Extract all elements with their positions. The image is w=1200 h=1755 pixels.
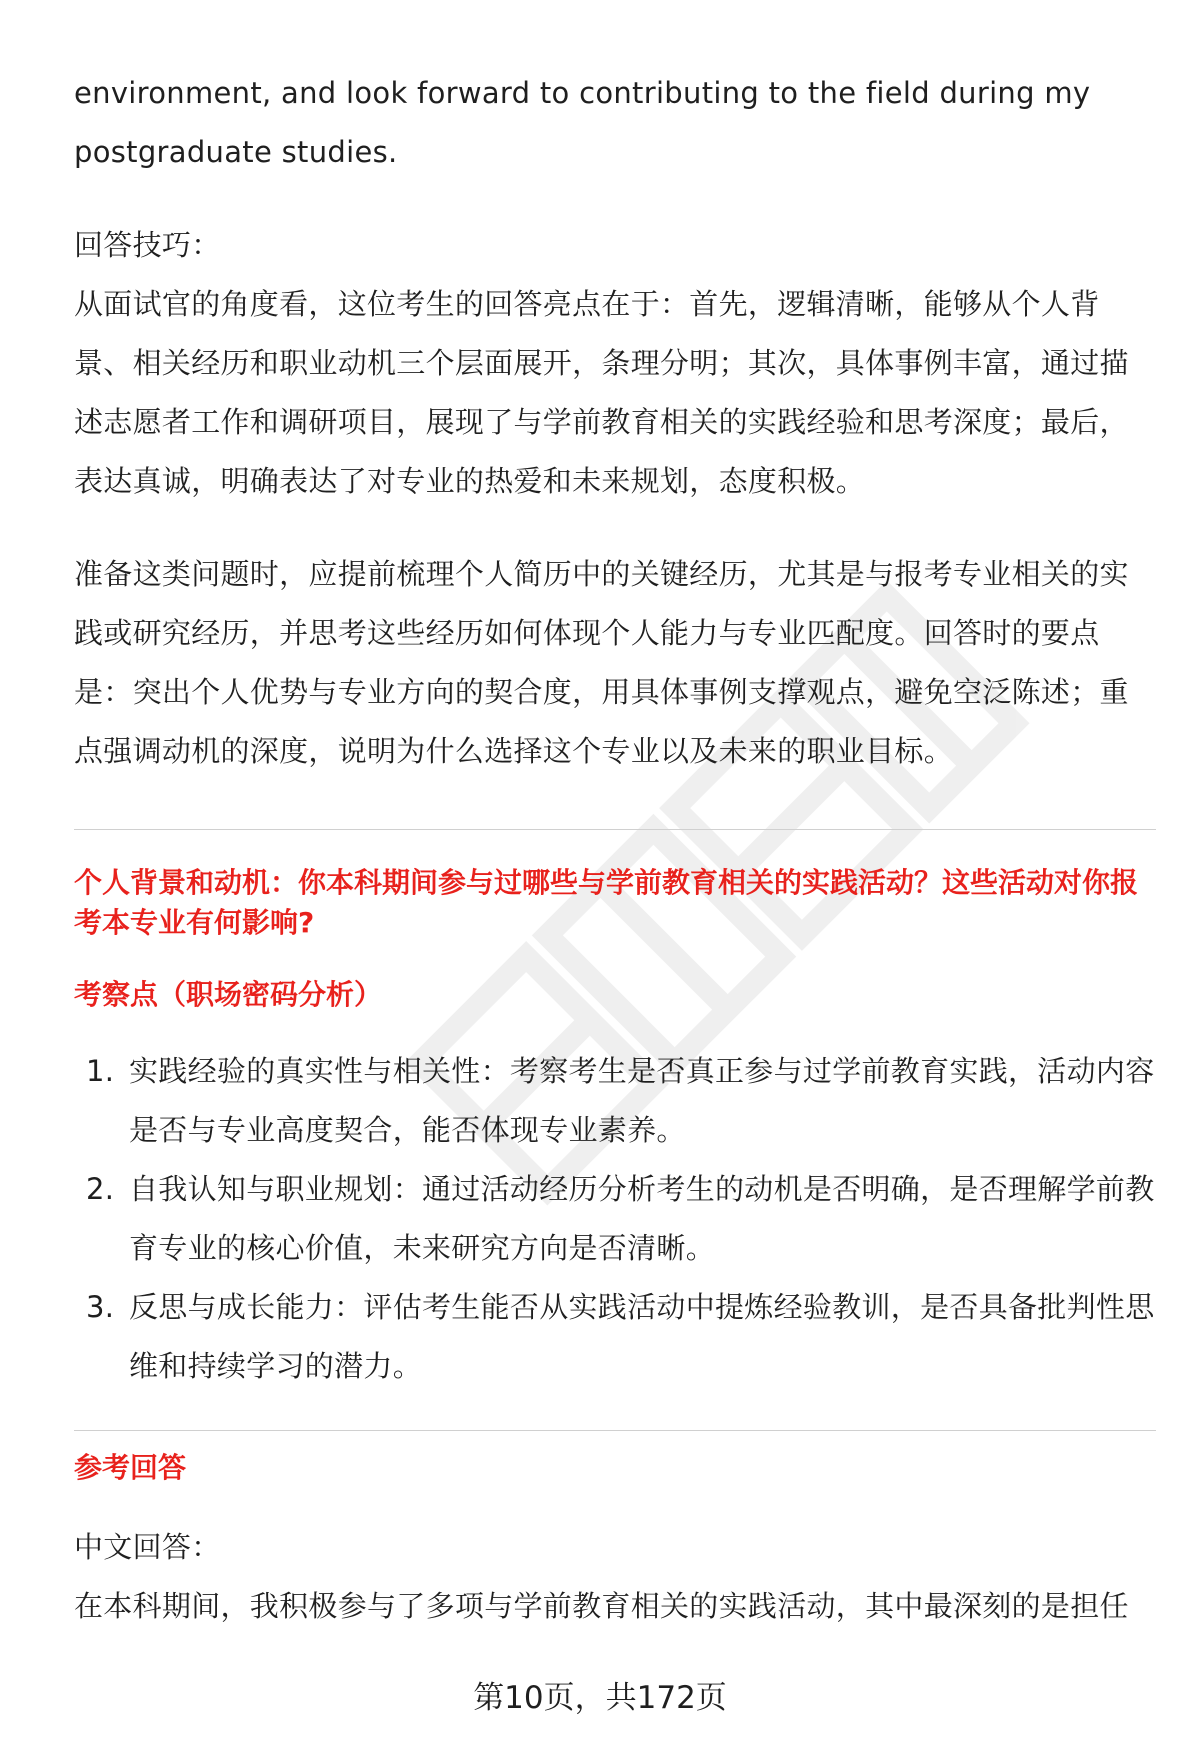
chinese-answer-text: 在本科期间，我积极参与了多项与学前教育相关的实践活动，其中最深刻的是担任 <box>74 1589 1129 1623</box>
section-divider <box>74 829 1156 830</box>
list-item-text: 自我认知与职业规划：通过活动经历分析考生的动机是否明确，是否理解学前教育专业的核心价值，未来研究方向是否清晰。 <box>129 1172 1155 1265</box>
list-item-number: 2. <box>86 1172 115 1206</box>
section-divider <box>74 1430 1156 1431</box>
list-item-number: 3. <box>86 1290 115 1324</box>
question-heading: 个人背景和动机：你本科期间参与过哪些与学前教育相关的实践活动？这些活动对你报考本专业有何影响? <box>74 866 1139 939</box>
assessment-heading: 考察点（职场密码分析） <box>74 978 383 1011</box>
page-footer: 第10页，共172页 <box>473 1680 727 1716</box>
intro-english-paragraph: environment, and look forward to contributing to the field during my postgraduate studies. <box>74 76 1091 169</box>
chinese-answer-label: 中文回答： <box>74 1530 221 1564</box>
list-item-number: 1. <box>86 1054 115 1088</box>
list-item <box>74 1160 1156 1278</box>
answer-tips-preparation: 准备这类问题时，应提前梳理个人简历中的关键经历，尤其是与报考专业相关的实践或研究经历，并思考这些经历如何体现个人能力与专业匹配度。回答时的要点是：突出个人优势与专业方向的契合度，用具体事例支撑观点，避免空泛陈述；重点强调动机的深度，说明为什么选择这个专业以及未来的职业目标。 <box>74 557 1129 768</box>
list-item-text: 反思与成长能力：评估考生能否从实践活动中提炼经验教训，是否具备批判性思维和持续学习的潜力。 <box>129 1290 1155 1383</box>
reference-heading: 参考回答 <box>74 1451 187 1484</box>
assessment-list <box>74 1042 1156 1396</box>
answer-tips-label: 回答技巧： <box>74 228 221 262</box>
answer-tips-analysis: 从面试官的角度看，这位考生的回答亮点在于：首先，逻辑清晰，能够从个人背景、相关经历和职业动机三个层面展开，条理分明；其次，具体事例丰富，通过描述志愿者工作和调研项目，展现了与学前教育相关的实践经验和思考深度；最后，表达真诚，明确表达了对专业的热爱和未来规划，态度积极。 <box>74 287 1129 498</box>
list-item-text: 实践经验的真实性与相关性：考察考生是否真正参与过学前教育实践，活动内容是否与专业高度契合，能否体现专业素养。 <box>129 1054 1155 1147</box>
list-item <box>74 1042 1156 1160</box>
list-item <box>74 1278 1156 1396</box>
